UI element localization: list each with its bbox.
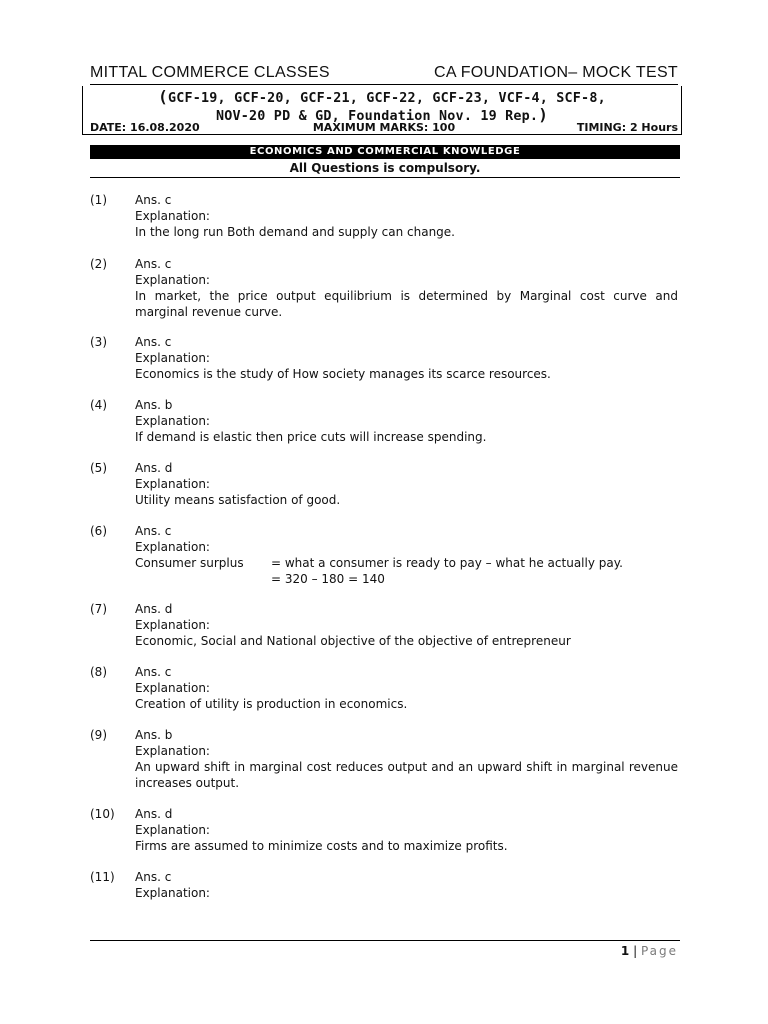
question-number: (10) — [90, 807, 115, 821]
explanation-text: An upward shift in marginal cost reduces output and an upward shift in marginal revenue increases output. — [135, 760, 678, 790]
subject-title: ECONOMICS AND COMMERCIAL KNOWLEDGE — [90, 145, 680, 159]
explanation-text: Firms are assumed to minimize costs and to maximize profits. — [135, 839, 508, 853]
answer-item-9 — [90, 727, 678, 791]
question-number: (5) — [90, 461, 107, 475]
batch-codes-2: NOV-20 PD & GD, Foundation Nov. 19 Rep. — [215, 109, 539, 124]
test-meta-row — [90, 121, 678, 134]
question-number: (7) — [90, 602, 107, 616]
explanation-label: Explanation: — [135, 618, 210, 632]
answer-item-8 — [90, 664, 678, 712]
question-number: (11) — [90, 870, 115, 884]
explanation-label: Explanation: — [135, 351, 210, 365]
max-marks: MAXIMUM MARKS: 100 — [312, 121, 456, 134]
answer-item-10 — [90, 806, 678, 854]
answer-item-5 — [90, 460, 678, 508]
calculation-formula: = what a consumer is ready to pay – what he actually pay. — [271, 556, 623, 570]
question-number: (1) — [90, 193, 107, 207]
answer-option: Ans. d — [135, 807, 173, 821]
answer-option: Ans. d — [135, 602, 173, 616]
explanation-label: Explanation: — [135, 744, 210, 758]
explanation-label: Explanation: — [135, 823, 210, 837]
explanation-text: In market, the price output equilibrium is determined by Marginal cost curve and marginal revenue curve. — [135, 289, 678, 319]
answer-option: Ans. c — [135, 524, 172, 538]
explanation-label: Explanation: — [135, 414, 210, 428]
batch-line-1 — [83, 87, 681, 106]
page-label: Page — [640, 944, 678, 958]
explanation-label: Explanation: — [135, 477, 210, 491]
explanation-label: Explanation: — [135, 886, 210, 900]
answer-item-7 — [90, 601, 678, 649]
page-separator: | — [629, 944, 641, 958]
explanation-text: Economics is the study of How society manages its scarce resources. — [135, 367, 551, 381]
answer-item-3 — [90, 334, 678, 382]
page-number: 1 — [620, 944, 630, 958]
institute-name: MITTAL COMMERCE CLASSES — [90, 64, 330, 81]
answer-item-1 — [90, 192, 678, 240]
answer-item-11 — [90, 869, 678, 901]
explanation-text: Utility means satisfaction of good. — [135, 493, 341, 507]
answer-item-2 — [90, 256, 678, 320]
explanation-text: If demand is elastic then price cuts will increase spending. — [135, 430, 487, 444]
calculation-result: = 320 – 180 = 140 — [271, 572, 385, 586]
paren-open: ( — [158, 87, 168, 106]
answer-option: Ans. c — [135, 335, 172, 349]
calculation-row — [135, 571, 678, 587]
question-number: (9) — [90, 728, 107, 742]
explanation-text: In the long run Both demand and supply can change. — [135, 225, 455, 239]
test-name: CA FOUNDATION– MOCK TEST — [434, 64, 678, 81]
explanation-text: Creation of utility is production in economics. — [135, 697, 408, 711]
calculation-row — [135, 555, 678, 571]
question-number: (6) — [90, 524, 107, 538]
explanation-label: Explanation: — [135, 209, 210, 223]
answer-option: Ans. b — [135, 728, 173, 742]
page-footer — [490, 944, 678, 958]
question-number: (2) — [90, 257, 107, 271]
page-header — [90, 64, 678, 85]
answer-option: Ans. c — [135, 257, 172, 271]
question-number: (3) — [90, 335, 107, 349]
paren-close: ) — [538, 105, 549, 124]
answer-option: Ans. b — [135, 398, 173, 412]
answer-option: Ans. c — [135, 870, 172, 884]
instruction-text: All Questions is compulsory. — [90, 159, 680, 178]
explanation-label: Explanation: — [135, 681, 210, 695]
question-number: (4) — [90, 398, 107, 412]
answer-option: Ans. c — [135, 193, 172, 207]
test-timing: TIMING: 2 Hours — [576, 121, 678, 134]
footer-divider — [90, 940, 680, 941]
question-number: (8) — [90, 665, 107, 679]
answer-option: Ans. c — [135, 665, 172, 679]
answer-list — [90, 192, 678, 901]
explanation-text: Economic, Social and National objective of the objective of entrepreneur — [135, 634, 571, 648]
answer-option: Ans. d — [135, 461, 173, 475]
calculation-label: Consumer surplus — [135, 556, 244, 570]
answer-item-4 — [90, 397, 678, 445]
explanation-label: Explanation: — [135, 273, 210, 287]
explanation-label: Explanation: — [135, 540, 210, 554]
answer-item-6 — [90, 523, 678, 587]
test-date: DATE: 16.08.2020 — [90, 121, 200, 134]
batch-codes-1: GCF-19, GCF-20, GCF-21, GCF-22, GCF-23, VCF-4, SCF-8, — [167, 91, 606, 106]
